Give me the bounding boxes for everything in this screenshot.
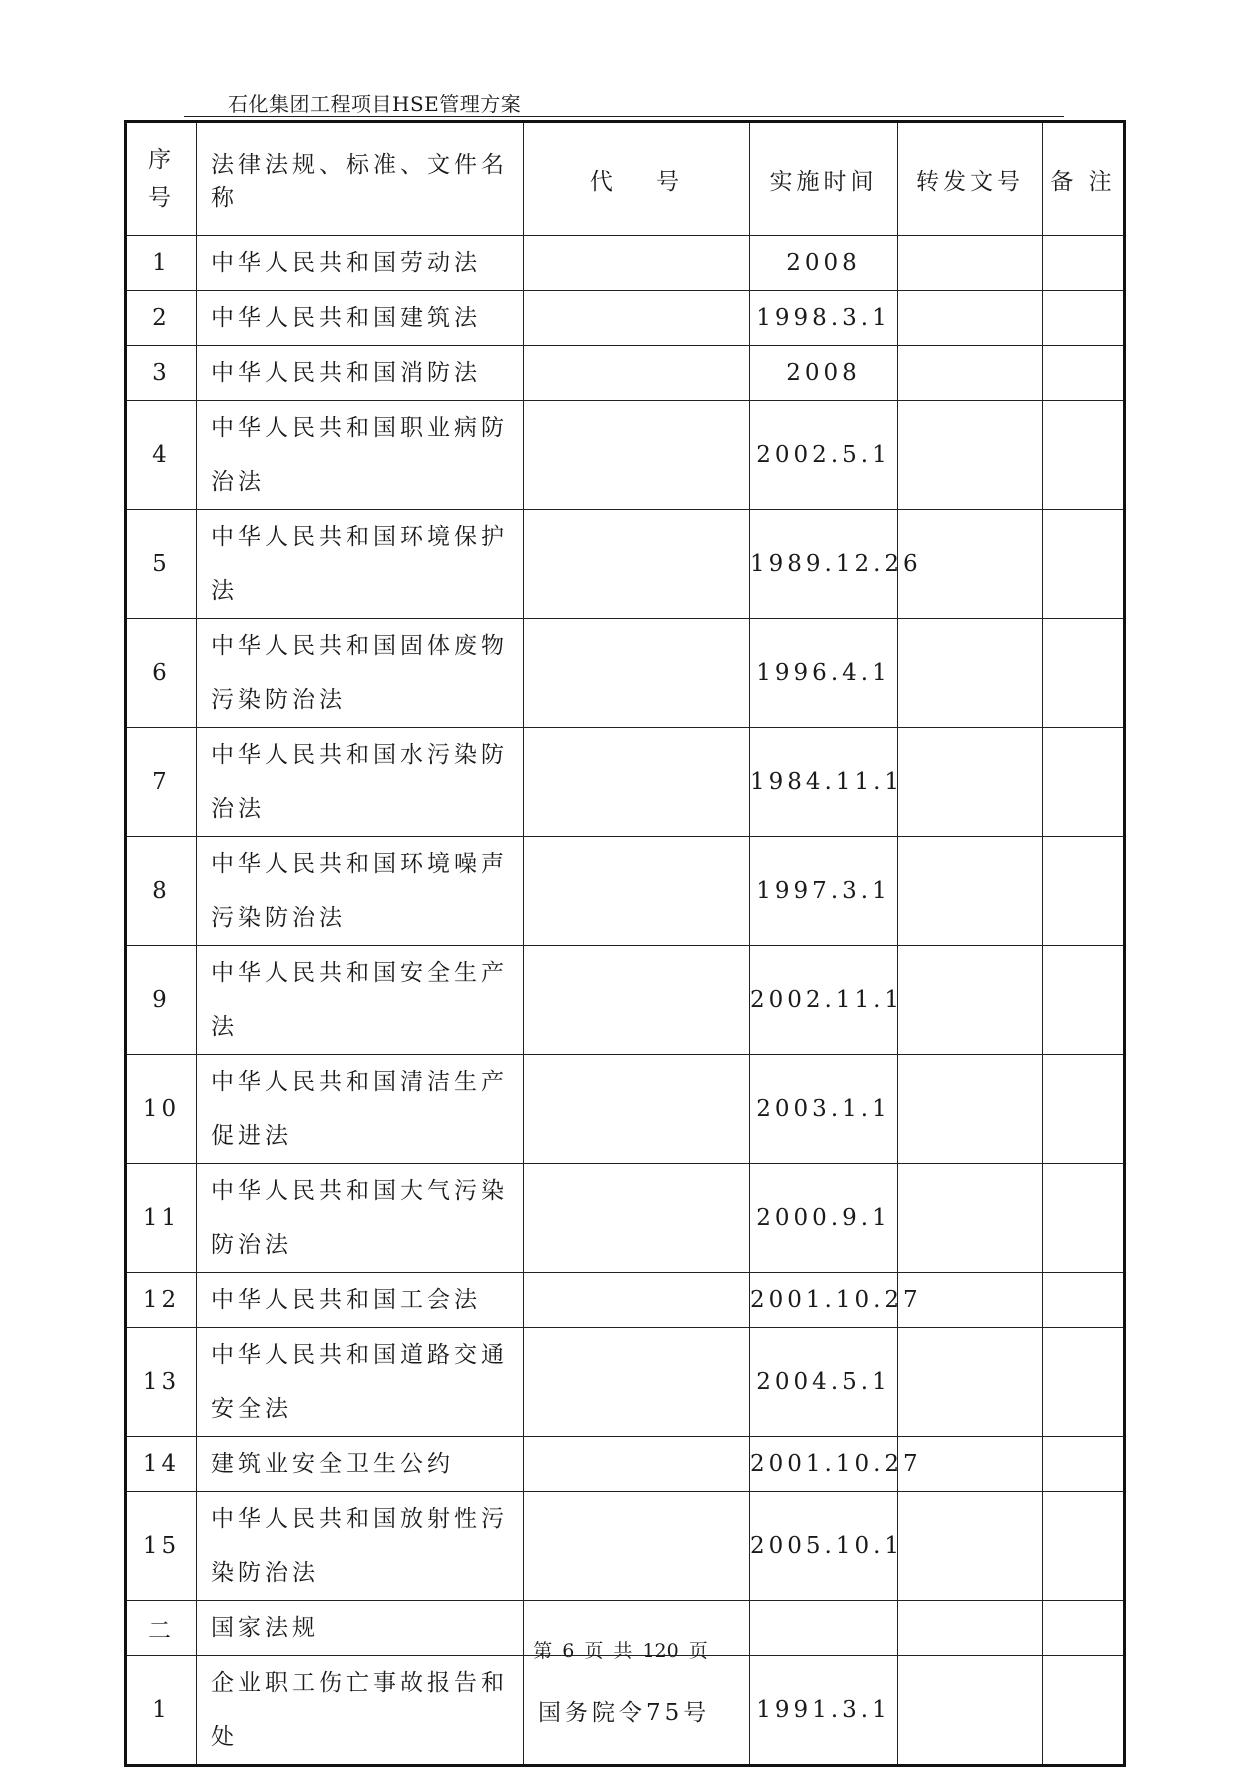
row-code: [524, 346, 750, 401]
row-note: [1043, 619, 1125, 728]
row-date: 2002.11.1: [750, 946, 898, 1055]
table-row: [126, 728, 1125, 837]
row-seq: 8: [126, 837, 197, 946]
header-rule: [184, 116, 1064, 117]
row-date: 2005.10.1: [750, 1492, 898, 1601]
table-row: [126, 401, 1125, 510]
row-note: [1043, 1437, 1125, 1492]
table-row: [126, 510, 1125, 619]
row-seq: 2: [126, 291, 197, 346]
table-row: [126, 236, 1125, 291]
row-name: 中华人民共和国道路交通安全法: [197, 1328, 524, 1437]
row-forward: [898, 1328, 1043, 1437]
row-forward: [898, 728, 1043, 837]
row-name: 中华人民共和国职业病防治法: [197, 401, 524, 510]
row-code: [524, 837, 750, 946]
col-header-forward: 转发文号: [898, 122, 1043, 236]
row-seq: 14: [126, 1437, 197, 1492]
row-seq: 10: [126, 1055, 197, 1164]
row-code: 国务院令75号: [524, 1656, 750, 1766]
table-row: [126, 1328, 1125, 1437]
row-seq: 6: [126, 619, 197, 728]
regulations-table: [124, 120, 1126, 1767]
row-code: [524, 510, 750, 619]
table-row: [126, 1437, 1125, 1492]
row-forward: [898, 346, 1043, 401]
table-row: [126, 1273, 1125, 1328]
row-note: [1043, 1164, 1125, 1273]
row-forward: [898, 946, 1043, 1055]
table-row: [126, 837, 1125, 946]
row-forward: [898, 619, 1043, 728]
table-row: [126, 619, 1125, 728]
row-date: 1998.3.1: [750, 291, 898, 346]
col-header-code: 代 号: [524, 122, 750, 236]
row-note: [1043, 401, 1125, 510]
row-name: 中华人民共和国消防法: [197, 346, 524, 401]
row-code: [524, 291, 750, 346]
row-seq: 11: [126, 1164, 197, 1273]
row-code: [524, 1437, 750, 1492]
row-date: 2003.1.1: [750, 1055, 898, 1164]
table-row: [126, 946, 1125, 1055]
row-date: 2008: [750, 236, 898, 291]
row-name: 中华人民共和国清洁生产促进法: [197, 1055, 524, 1164]
row-seq: 13: [126, 1328, 197, 1437]
row-seq: 9: [126, 946, 197, 1055]
table-row: [126, 291, 1125, 346]
row-forward: [898, 1164, 1043, 1273]
row-code: [524, 946, 750, 1055]
row-note: [1043, 1273, 1125, 1328]
row-name: 企业职工伤亡事故报告和处: [197, 1656, 524, 1766]
row-note: [1043, 728, 1125, 837]
row-code: [524, 1055, 750, 1164]
row-forward: [898, 1656, 1043, 1766]
row-date: 1997.3.1: [750, 837, 898, 946]
col-header-seq: 序 号: [126, 122, 197, 236]
row-seq: 15: [126, 1492, 197, 1601]
row-date: 2001.10.27: [750, 1437, 898, 1492]
row-seq: 1: [126, 1656, 197, 1766]
row-note: [1043, 946, 1125, 1055]
row-date: 2008: [750, 346, 898, 401]
table-row: [126, 1055, 1125, 1164]
row-name: 中华人民共和国固体废物污染防治法: [197, 619, 524, 728]
row-date: 1991.3.1: [750, 1656, 898, 1766]
table-row: [126, 1164, 1125, 1273]
row-note: [1043, 837, 1125, 946]
row-name: 中华人民共和国工会法: [197, 1273, 524, 1328]
row-seq: 3: [126, 346, 197, 401]
row-note: [1043, 1055, 1125, 1164]
row-code: [524, 1328, 750, 1437]
table-row: [126, 1656, 1125, 1766]
row-code: [524, 236, 750, 291]
row-note: [1043, 236, 1125, 291]
row-forward: [898, 236, 1043, 291]
row-date: 2000.9.1: [750, 1164, 898, 1273]
page-header-title: 石化集团工程项目HSE管理方案: [228, 92, 522, 116]
row-name: 中华人民共和国大气污染防治法: [197, 1164, 524, 1273]
row-date: 1989.12.26: [750, 510, 898, 619]
row-code: [524, 619, 750, 728]
row-name: 中华人民共和国环境噪声污染防治法: [197, 837, 524, 946]
row-name: 中华人民共和国安全生产法: [197, 946, 524, 1055]
col-header-name: 法律法规、标准、文件名称: [197, 122, 524, 236]
row-name: 中华人民共和国环境保护法: [197, 510, 524, 619]
row-note: [1043, 346, 1125, 401]
row-forward: [898, 1055, 1043, 1164]
row-code: [524, 401, 750, 510]
table-header-row: [126, 122, 1125, 236]
row-date: 2004.5.1: [750, 1328, 898, 1437]
row-note: [1043, 1492, 1125, 1601]
col-header-note: 备 注: [1043, 122, 1125, 236]
table-row: [126, 1492, 1125, 1601]
row-name: 国家法规: [197, 1601, 524, 1656]
page-footer: 第 6 页 共 120 页: [533, 1640, 708, 1662]
row-seq: 二: [126, 1601, 197, 1656]
table-row: [126, 346, 1125, 401]
row-seq: 1: [126, 236, 197, 291]
row-code: [524, 1492, 750, 1601]
row-code: [524, 728, 750, 837]
row-name: 建筑业安全卫生公约: [197, 1437, 524, 1492]
row-date: 1984.11.1: [750, 728, 898, 837]
row-note: [1043, 1328, 1125, 1437]
row-name: 中华人民共和国劳动法: [197, 236, 524, 291]
row-note: [1043, 1656, 1125, 1766]
row-seq: 5: [126, 510, 197, 619]
row-name: 中华人民共和国建筑法: [197, 291, 524, 346]
row-name: 中华人民共和国水污染防治法: [197, 728, 524, 837]
row-name: 中华人民共和国放射性污染防治法: [197, 1492, 524, 1601]
col-header-date: 实施时间: [750, 122, 898, 236]
row-code: [524, 1273, 750, 1328]
row-seq: 12: [126, 1273, 197, 1328]
row-code: [524, 1164, 750, 1273]
row-forward: [898, 837, 1043, 946]
row-date: 2001.10.27: [750, 1273, 898, 1328]
row-forward: [898, 1492, 1043, 1601]
row-date: 1996.4.1: [750, 619, 898, 728]
row-forward: [898, 401, 1043, 510]
row-seq: 7: [126, 728, 197, 837]
row-note: [1043, 510, 1125, 619]
row-forward: [898, 291, 1043, 346]
row-note: [1043, 291, 1125, 346]
row-date: 2002.5.1: [750, 401, 898, 510]
row-seq: 4: [126, 401, 197, 510]
